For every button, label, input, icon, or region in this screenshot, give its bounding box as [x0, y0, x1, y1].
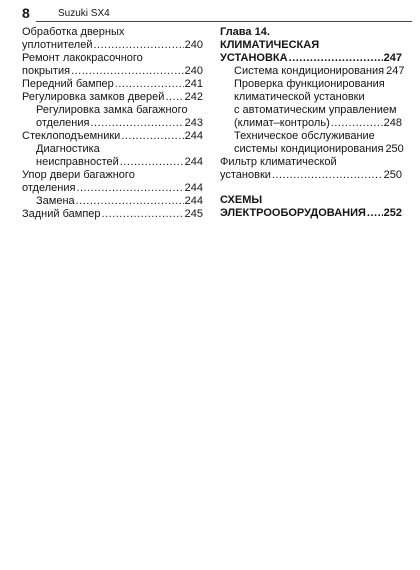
toc-entry-page: 250	[383, 169, 402, 181]
toc-entry-line: Проверка функционирования	[234, 78, 385, 90]
running-title: Suzuki SX4	[58, 8, 110, 19]
dot-leader	[165, 91, 183, 104]
toc-entry-page: 240	[184, 39, 203, 51]
dot-leader	[76, 195, 184, 208]
toc-entry-line: Техническое обслуживание	[234, 130, 375, 142]
toc-entry-title: уплотнителей	[22, 39, 93, 51]
toc-entry-line: климатической установки	[234, 91, 365, 103]
header-rule	[36, 21, 412, 22]
toc-entry-title: отделения	[22, 182, 76, 194]
toc-entry-line: Регулировка замка багажного	[36, 104, 188, 116]
toc-entry-page: 244	[184, 130, 203, 142]
toc-entry[interactable]	[22, 143, 203, 169]
toc-entry-line: Обработка дверных	[22, 26, 125, 38]
toc-entry-page: 244	[184, 156, 203, 168]
chapter-14-title-line: КЛИМАТИЧЕСКАЯ	[220, 39, 320, 51]
toc-entry-title: системы кондиционирования	[234, 143, 384, 155]
dot-leader	[121, 130, 183, 143]
schemes-entry[interactable]	[220, 194, 402, 220]
toc-entry-line: Упор двери багажного	[22, 169, 135, 181]
dot-leader	[272, 169, 383, 182]
chapter-14-title-last: УСТАНОВКА	[220, 52, 288, 64]
toc-entry-title: Задний бампер	[22, 208, 101, 220]
toc-entry[interactable]	[22, 130, 203, 143]
dot-leader	[76, 182, 183, 195]
toc-entry-page: 243	[184, 117, 203, 129]
toc-entry[interactable]	[22, 91, 203, 104]
dot-leader	[331, 117, 383, 130]
toc-entry-page: 245	[184, 208, 203, 220]
toc-entry-page: 241	[184, 78, 203, 90]
toc-entry-page: 242	[184, 91, 203, 103]
toc-entry-title: установки	[220, 169, 271, 181]
toc-right-column	[220, 26, 405, 220]
toc-entry-title: неисправностей	[36, 156, 119, 168]
dot-leader	[93, 39, 183, 52]
toc-entry-title: отделения	[36, 117, 90, 129]
toc-entry-title: Система кондиционирования	[234, 65, 385, 77]
toc-entry-title: (климат–контроль)	[234, 117, 330, 129]
toc-entry-title: Регулировка замков дверей	[22, 91, 165, 103]
toc-left-column	[22, 26, 203, 221]
toc-entry-page: 244	[184, 195, 203, 207]
toc-entry-page: 240	[184, 65, 203, 77]
toc-entry-page: 247	[386, 65, 405, 77]
page-number: 8	[22, 5, 30, 21]
toc-entry[interactable]	[22, 26, 203, 52]
dot-leader	[90, 117, 183, 130]
toc-entry[interactable]	[22, 169, 203, 195]
toc-entry[interactable]	[220, 156, 402, 182]
dot-leader	[115, 78, 184, 91]
toc-entry-line: Диагностика	[36, 143, 100, 155]
schemes-title-line: СХЕМЫ	[220, 194, 263, 206]
dot-leader	[102, 208, 184, 221]
dot-leader	[120, 156, 184, 169]
dot-leader	[71, 65, 184, 78]
toc-entry-title: Передний бампер	[22, 78, 114, 90]
toc-entry[interactable]	[22, 78, 203, 91]
toc-entry-page: 244	[184, 182, 203, 194]
toc-entry-page: 248	[383, 117, 402, 129]
dot-leader	[367, 207, 383, 220]
toc-entry[interactable]	[220, 65, 405, 78]
toc-entry[interactable]	[22, 52, 203, 78]
toc-entry[interactable]	[220, 130, 402, 156]
chapter-14-page: 247	[383, 52, 402, 64]
schemes-title-last: ЭЛЕКТРООБОРУДОВАНИЯ	[220, 207, 366, 219]
toc-entry[interactable]	[22, 208, 203, 221]
toc-entry-line: Фильтр климатической	[220, 156, 337, 168]
toc-entry-title: Замена	[36, 195, 75, 207]
toc-entry-line: с автоматическим управлением	[234, 104, 397, 116]
toc-entry[interactable]	[220, 78, 402, 130]
toc-entry-title: Стеклоподъемники	[22, 130, 121, 142]
chapter-14-heading: Глава 14.	[220, 26, 270, 38]
toc-entry-title: покрытия	[22, 65, 71, 77]
toc-entry[interactable]	[22, 104, 203, 130]
toc-entry-page: 250	[385, 143, 404, 155]
dot-leader	[289, 52, 383, 65]
schemes-page: 252	[383, 207, 402, 219]
chapter-14-entry[interactable]	[220, 26, 402, 65]
toc-entry[interactable]	[22, 195, 203, 208]
toc-entry-line: Ремонт лакокрасочного	[22, 52, 143, 64]
